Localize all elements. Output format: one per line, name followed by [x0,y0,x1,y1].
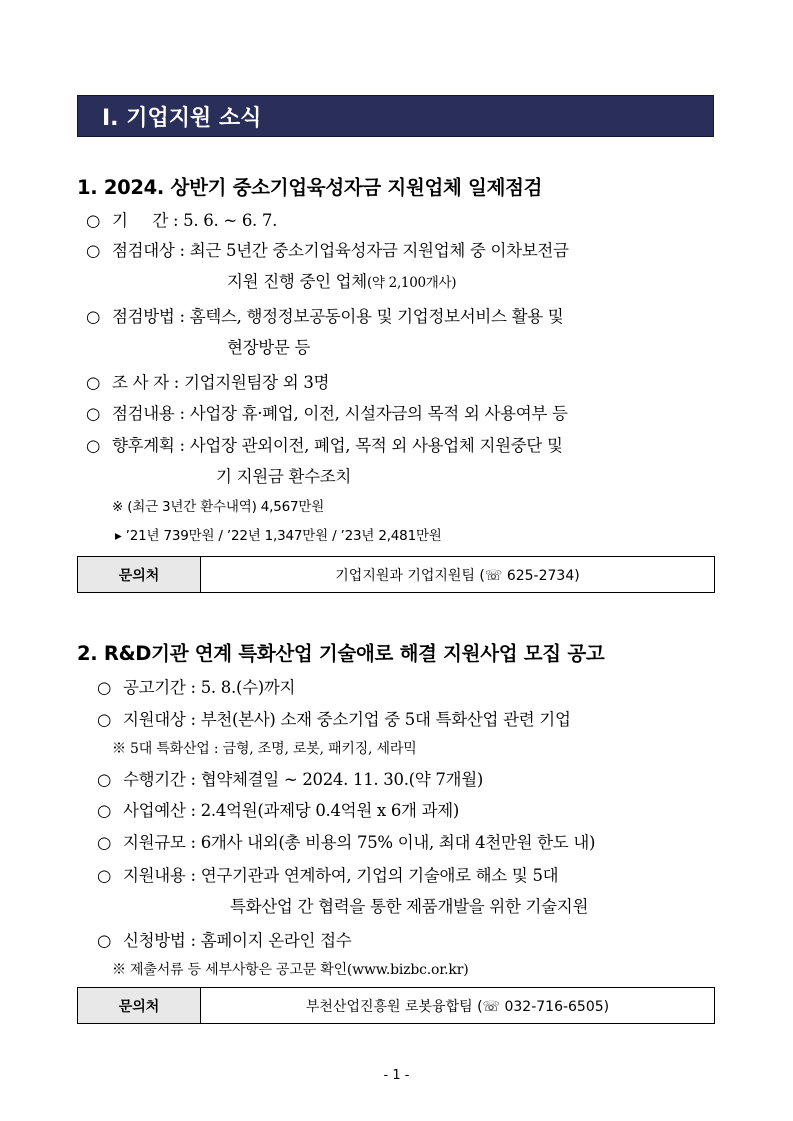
s2-note-documents: ※ 제출서류 등 세부사항은 공고문 확인(www.bizbc.or.kr) [112,962,469,978]
page-number: - 1 - [383,1068,410,1083]
s2-item-support: ○ 지원내용 : 연구기관과 연계하여, 기업의 기술애로 해소 및 5대 [97,866,559,885]
s1-item-inspector: ○ 조 사 자 : 기업지원팀장 외 3명 [86,373,330,392]
section-banner [77,95,714,137]
banner-title: Ⅰ. 기업지원 소식 [102,106,262,131]
s1-item-method: ○ 점검방법 : 홈텍스, 행정정보공동이용 및 기업정보서비스 활용 및 [86,307,564,326]
s2-item-budget: ○ 사업예산 : 2.4억원(과제당 0.4억원 x 6개 과제) [97,801,460,820]
s1-item-method-cont: 현장방문 등 [227,338,311,357]
s2-item-support-cont: 특화산업 간 협력을 통한 제품개발을 위한 기술지원 [230,897,589,916]
s1-item-target: ○ 점검대상 : 최근 5년간 중소기업육성자금 지원업체 중 이차보전금 [86,241,569,260]
section-1-heading: 1. 2024. 상반기 중소기업육성자금 지원업체 일제점검 [77,176,543,199]
s2-note-industries: ※ 5대 특화산업 : 금형, 조명, 로봇, 패키징, 세라믹 [112,741,417,757]
s2-contact-table [77,987,715,1024]
s1-item-plan-cont: 기 지원금 환수조치 [216,467,352,486]
s1-item-target-cont: 지원 진행 중인 업체(약 2,100개사) [227,272,457,291]
s1-item-content: ○ 점검내용 : 사업장 휴·폐업, 이전, 시설자금의 목적 외 사용여부 등 [86,404,568,423]
s2-item-target: ○ 지원대상 : 부천(본사) 소재 중소기업 중 5대 특화산업 관련 기업 [97,710,571,729]
s2-contact-value: 부천산업진흥원 로봇융합팀 (☏ 032-716-6505) [201,988,715,1024]
s2-item-apply: ○ 신청방법 : 홈페이지 온라인 접수 [97,931,352,950]
s1-contact-value: 기업지원과 기업지원팀 (☏ 625-2734) [201,557,715,593]
s2-item-duration: ○ 수행기간 : 협약체결일 ~ 2024. 11. 30.(약 7개월) [97,770,483,789]
s1-item-period: ○ 기 간 : 5. 6. ~ 6. 7. [86,211,278,230]
s2-contact-key: 문의처 [78,988,201,1024]
s1-note-yearly: ▸ ’21년 739만원 / ’22년 1,347만원 / ’23년 2,481만원 [115,528,442,544]
s1-contact-key: 문의처 [78,557,201,593]
s2-item-period: ○ 공고기간 : 5. 8.(수)까지 [97,678,296,697]
s1-note-recovery: ※ (최근 3년간 환수내역) 4,567만원 [112,499,325,515]
s1-contact-table [77,556,715,593]
s2-item-scale: ○ 지원규모 : 6개사 내외(총 비용의 75% 이내, 최대 4천만원 한도 내) [97,833,596,852]
s1-item-plan: ○ 향후계획 : 사업장 관외이전, 폐업, 목적 외 사용업체 지원중단 및 [86,436,563,455]
section-2-heading: 2. R&D기관 연계 특화산업 기술애로 해결 지원사업 모집 공고 [77,642,605,665]
